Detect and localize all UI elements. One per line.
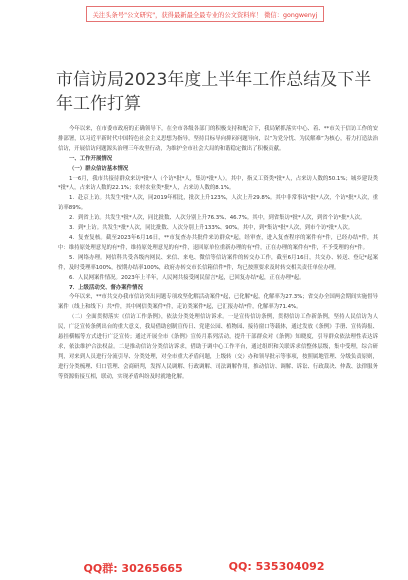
document-title: 市信访局2023年度上半年工作总结及下半年工作打算 [56,70,372,114]
promo-banner: 关注头条号"公文研究"，获得最新最全最专业的公文资料库！ 微信：gongwenyj [86,6,324,22]
paragraph: 今年以来，**市共交办我市信访突出问题专项攻坚化解活动案件*起，已化解*起，化解率为27.3%；省交办全国两会期间实施督导案件（线上和线下）共*件，其中网信类案件*件，走访类案件*起，已汇报办结*件，化解率为71.4%。 [58,294,378,311]
subsection-heading: （一）群众信访基本情况 [69,165,129,172]
paragraph: 1一6月，我市共接待群众来访*批*人（个访*批*人，集访*批*人）。其中，指义工资类*批*人，占来访人数的50.1%；城乡建设类*批*人，占来访人数的22.1%；农村农业类*批*人，占来访人数的8.1%。 [58,175,378,192]
paragraph: 4．复查复核。截至2023年6月16日，**市复查办共批件来访群众*起，经审查，进入复查程序的案件有*件，已经办结*件，其中：维持原处理意见的有*件，维持原处理意见的有*件，退回原单位重新办理的有*件，正在办理的案件有*件，不予受理的有*件。 [58,234,378,251]
paragraph: 1．赴京上访。共发生*批*人次，同2019年相比，批次上升123%，人次上升29.8%。其中非常事访*批*人次，个访*批*人次，重访率89%。 [58,195,378,212]
paragraph: 5．网络办理。网信科共受各级内网民、来信、来电、微信等信访案件的转交办工作，截至6月16日，共交办、转送、登记*起案件，及时受理率100%，按期办结率100%，政府办转交市长信箱信件*件，均已按照要求及时转交相关责任单位办理。 [58,254,378,271]
paragraph: 6．人民网案件情况。2023年上半年，人民网共接受网民留言*起，已回复办结*起，正在办理*起。 [69,274,305,281]
paragraph: 今年以来，在市委市政府的正确领导下，在全市各级各部门的积极支持和配合下，我局紧抓落实中心、着、**市关于信访工作的安排部署，以习近平新时代中国特色社会主义思想为指导，坚持目标导向抑闷问题导向，以“为党分忧、为民解难”为核心，着力打造法治信访，开展信访问题源头治理三年攻坚行动，为维护全市社会大局的和谐稳定做出了积极贡献。 [58,126,378,152]
document-body [58,125,378,383]
subsection-heading: 7．上级活动交、督办案件情况 [69,284,143,291]
qq-group-number: QQ群: 30265665 [83,562,183,575]
paragraph: 3．到*上访。共发生*批*人次，同比批数、人次分别上升133%、90%。其中，到*集访*批*人次，到市个访*批*人次。 [69,225,354,232]
qq-number: QQ: 535304092 [228,560,325,573]
paragraph: 2．到省上访。共发生*批*人次，同比批数、人次分别上升76.3%、46.7%。其中，到省集访*批*人次，到省个访*批*人次。 [69,215,366,222]
paragraph: （二）全面贯彻落实《信访工作条例》，依法分类处理信访诉求。一是宣传信访条例，贯彻信访工作新条例，坚持人民信访为人民，广泛宣传条例出台的重大意义，我局借助创制宣传日、党建公园、植物园、接待窗口等载体，通过发放《条例》手册、宣传海报、悬挂横幅等方式进行广泛宣传；通过开展全市《条例》宣传月系列活动，提升干部群众对《条例》知晓度，引导群众依法理性表达诉求，依法维护合法权益。二是推动信访分类信访诉求，借助于调中心工作平台，通过组织和关联诉求信整体层级，集中受理，综合研判，对来到人员进行分流引导、分类处理，对全市重大矛盾问题，上级转（交）办和领导批示等事项，按照属地管理、分级负责原则，进行分类梳理、归口管理、会商研判，发挥人民调解、行政调解、司法调解作用，推动信访、调解、诉讼、行政裁决、仲裁、法律服务等资源衔接互相，联动，实现矛盾纠纷及时就地化解。 [58,314,378,380]
footer-contact [0,560,408,576]
section-heading: 一、工作开展情况 [69,155,113,162]
